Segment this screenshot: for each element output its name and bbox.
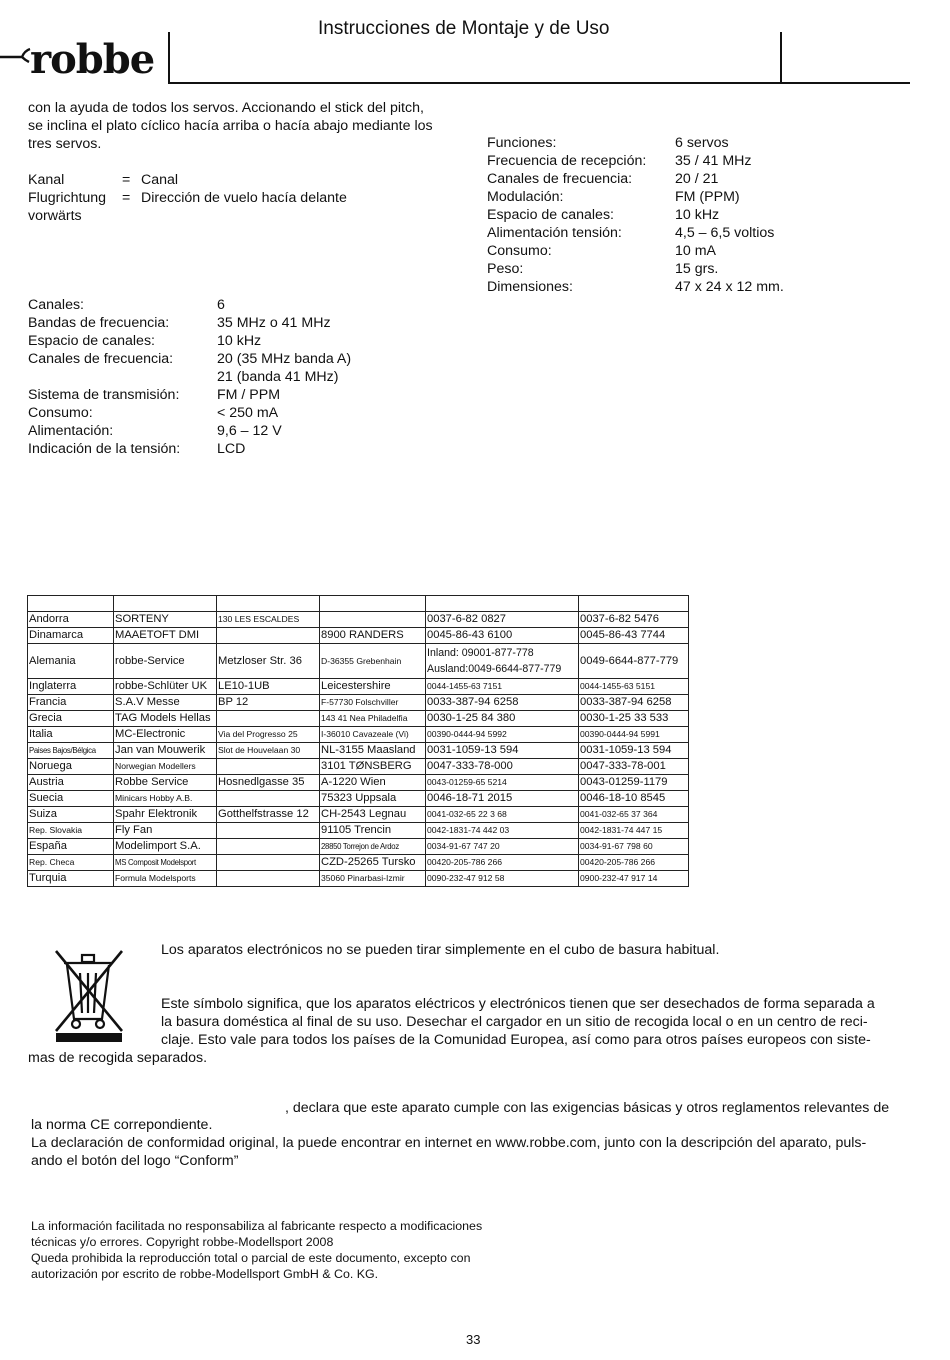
table-row: [28, 759, 689, 775]
phone-cell: 0033-387-94 6258: [426, 695, 579, 711]
header-divider-right: [780, 32, 782, 84]
spec-label: Alimentación:: [28, 423, 114, 439]
country-cell: Noruega: [28, 759, 114, 775]
street-cell: 130 LES ESCALDES: [217, 612, 320, 628]
table-row: [28, 644, 689, 679]
company-cell: Formula Modelsports: [114, 871, 217, 887]
company-cell: Fly Fan: [114, 823, 217, 839]
robbe-logo: [0, 35, 170, 85]
city-cell: 35060 Pinarbasi-Izmir: [320, 871, 426, 887]
table-row: [28, 823, 689, 839]
country-cell: Alemania: [28, 644, 114, 679]
street-cell: [217, 759, 320, 775]
spec-value: 20 / 21: [675, 171, 719, 187]
phone-cell: 0043-01259-65 5214: [426, 775, 579, 791]
country-cell: España: [28, 839, 114, 855]
phone-cell: 0046-18-71 2015: [426, 791, 579, 807]
spec-value: 47 x 24 x 12 mm.: [675, 279, 784, 295]
distributors-table: [27, 595, 689, 887]
country-cell: Dinamarca: [28, 628, 114, 644]
company-cell: Jan van Mouwerik: [114, 743, 217, 759]
fax-cell: 0034-91-67 798 60: [579, 839, 689, 855]
country-cell: Turquia: [28, 871, 114, 887]
phone-cell: 0030-1-25 84 380: [426, 711, 579, 727]
country-cell: Rep. Checa: [28, 855, 114, 871]
street-cell: [217, 871, 320, 887]
country-cell: Austria: [28, 775, 114, 791]
transmitter-specs: [28, 297, 428, 462]
disposal-line: la basura doméstica al final de su uso. Desechar el cargador en un sitio de recogida local o en un centro de reci-: [161, 1014, 868, 1030]
street-cell: [217, 839, 320, 855]
spec-value: 10 mA: [675, 243, 717, 259]
legal-line: autorización por escrito de robbe-Modellsport GmbH & Co. KG.: [31, 1267, 379, 1281]
spec-value: FM (PPM): [675, 189, 740, 205]
disposal-text-2: [161, 995, 921, 1049]
country-cell: Paises Bajos/Bélgica: [28, 743, 114, 759]
spec-label: Dimensiones:: [487, 279, 573, 295]
table-row: [28, 839, 689, 855]
phone-cell: 0034-91-67 747 20: [426, 839, 579, 855]
spec-value: 9,6 – 12 V: [217, 423, 282, 439]
fax-cell: 0046-18-10 8545: [579, 791, 689, 807]
company-cell: S.A.V Messe: [114, 695, 217, 711]
legal-line: técnicas y/o errores. Copyright robbe-Modellsport 2008: [31, 1235, 334, 1249]
spec-label: Peso:: [487, 261, 524, 277]
city-cell: 8900 RANDERS: [320, 628, 426, 644]
city-cell: 143 41 Nea Philadelfia: [320, 711, 426, 727]
disposal-line: Este símbolo significa, que los aparatos eléctricos y electrónicos tienen que ser desechados de forma separada a: [161, 996, 875, 1012]
header-divider-left: [168, 32, 170, 84]
intro-line: con la ayuda de todos los servos. Accionando el stick del pitch,: [28, 100, 424, 116]
phone-ausland: Ausland:0049-6644-877-779: [427, 663, 562, 675]
spec-label: Espacio de canales:: [28, 333, 155, 349]
fax-cell: 0043-01259-1179: [579, 775, 689, 791]
company-cell: TAG Models Hellas: [114, 711, 217, 727]
street-cell: [217, 711, 320, 727]
spec-label: Canales de frecuencia:: [28, 351, 174, 367]
phone-cell: 0044-1455-63 7151: [426, 679, 579, 695]
spec-value: 21 (banda 41 MHz): [217, 369, 339, 385]
intro-paragraph: [28, 99, 433, 153]
page-title: Instrucciones de Montaje y de Uso: [318, 18, 610, 39]
table-row: [28, 695, 689, 711]
phone-cell: 0090-232-47 912 58: [426, 871, 579, 887]
spec-label: Consumo:: [487, 243, 552, 259]
country-cell: Francia: [28, 695, 114, 711]
spec-value: 10 kHz: [675, 207, 720, 223]
logo-text: robbe: [30, 36, 155, 83]
street-cell: [217, 855, 320, 871]
table-row: [28, 775, 689, 791]
glossary: [28, 171, 468, 225]
company-cell: MS Composit Modelsport: [114, 855, 217, 871]
glossary-row: [28, 207, 468, 225]
phone-cell: 00390-0444-94 5992: [426, 727, 579, 743]
disposal-line: mas de recogida separados.: [28, 1050, 208, 1066]
country-cell: Suecia: [28, 791, 114, 807]
country-cell: Inglaterra: [28, 679, 114, 695]
city-cell: Leicestershire: [320, 679, 426, 695]
conformity-line: La declaración de conformidad original, la puede encontrar en internet en www.robbe.com, junto con la descripción del aparato, puls-: [31, 1135, 867, 1151]
phone-inland: Inland: 09001-877-778: [427, 647, 534, 659]
glossary-eq: =: [122, 190, 131, 206]
legal-notice: [31, 1218, 482, 1282]
city-cell: [320, 612, 426, 628]
table-row: [28, 727, 689, 743]
legal-line: La información facilitada no responsabiliza al fabricante respecto a modificaciones: [31, 1219, 483, 1233]
company-cell: robbe-Schlüter UK: [114, 679, 217, 695]
street-cell: Metzloser Str. 36: [217, 644, 320, 679]
street-cell: [217, 791, 320, 807]
disposal-text-1: Los aparatos electrónicos no se pueden tirar simplemente en el cubo de basura habitual.: [161, 942, 720, 958]
street-cell: Hosnedlgasse 35: [217, 775, 320, 791]
city-cell: 91105 Trencin: [320, 823, 426, 839]
table-row: [28, 711, 689, 727]
fax-cell: 0033-387-94 6258: [579, 695, 689, 711]
spec-label: Espacio de canales:: [487, 207, 614, 223]
table-row: [28, 871, 689, 887]
country-cell: Andorra: [28, 612, 114, 628]
country-cell: Suiza: [28, 807, 114, 823]
company-cell: Spahr Elektronik: [114, 807, 217, 823]
city-cell: I-36010 Cavazeale (Vi): [320, 727, 426, 743]
table-header-row: [28, 596, 689, 612]
glossary-row: [28, 171, 468, 189]
table-row: [28, 807, 689, 823]
fax-cell: 00420-205-786 266: [579, 855, 689, 871]
table-row: [28, 855, 689, 871]
company-cell: Modelimport S.A.: [114, 839, 217, 855]
spec-label: Consumo:: [28, 405, 93, 421]
header-rule: [168, 82, 910, 84]
weee-crossed-bin-icon: [50, 945, 130, 1045]
table-row: [28, 612, 689, 628]
phone-cell: 0031-1059-13 594: [426, 743, 579, 759]
spec-label: Modulación:: [487, 189, 564, 205]
street-cell: Slot de Houvelaan 30: [217, 743, 320, 759]
phone-cell: [426, 644, 579, 679]
phone-cell: 0037-6-82 0827: [426, 612, 579, 628]
spec-label: Indicación de la tensión:: [28, 441, 181, 457]
spec-value: 6: [217, 297, 225, 313]
fax-cell: 0042-1831-74 447 15: [579, 823, 689, 839]
spec-label: Canales:: [28, 297, 84, 313]
glossary-row: [28, 189, 468, 207]
page-number: 33: [466, 1332, 481, 1347]
fax-cell: 0030-1-25 33 533: [579, 711, 689, 727]
spec-value: 35 MHz o 41 MHz: [217, 315, 331, 331]
company-cell: Norwegian Modellers: [114, 759, 217, 775]
conformity-line: , declara que este aparato cumple con las exigencias básicas y otros reglamentos relevantes de: [285, 1100, 890, 1116]
disposal-line: claje. Esto vale para todos los países de la Comunidad Europea, así como para otros países europeos con siste-: [161, 1032, 871, 1048]
country-cell: Grecia: [28, 711, 114, 727]
street-cell: BP 12: [217, 695, 320, 711]
spec-label: Alimentación tensión:: [487, 225, 622, 241]
table-row: [28, 628, 689, 644]
spec-value: 6 servos: [675, 135, 729, 151]
country-cell: Rep. Slovakia: [28, 823, 114, 839]
phone-cell: 0042-1831-74 442 03: [426, 823, 579, 839]
company-cell: Minicars Hobby A.B.: [114, 791, 217, 807]
phone-cell: 00420-205-786 266: [426, 855, 579, 871]
street-cell: [217, 628, 320, 644]
table-row: [28, 679, 689, 695]
glossary-term: vorwärts: [28, 208, 82, 224]
phone-cell: 0045-86-43 6100: [426, 628, 579, 644]
spec-value: LCD: [217, 441, 246, 457]
street-cell: LE10-1UB: [217, 679, 320, 695]
city-cell: 75323 Uppsala: [320, 791, 426, 807]
legal-line: Queda prohibida la reproducción total o parcial de este documento, excepto con: [31, 1251, 471, 1265]
spec-value: FM / PPM: [217, 387, 281, 403]
spec-label: Frecuencia de recepción:: [487, 153, 647, 169]
glossary-term: Kanal: [28, 172, 65, 188]
street-cell: Gotthelfstrasse 12: [217, 807, 320, 823]
table-row: [28, 743, 689, 759]
city-cell: D-36355 Grebenhain: [320, 644, 426, 679]
spec-value: 20 (35 MHz banda A): [217, 351, 352, 367]
street-cell: [217, 823, 320, 839]
city-cell: NL-3155 Maasland: [320, 743, 426, 759]
phone-cell: 0041-032-65 22 3 68: [426, 807, 579, 823]
spec-value: 10 kHz: [217, 333, 262, 349]
table-row: [28, 791, 689, 807]
glossary-meaning: Canal: [141, 172, 179, 188]
glossary-meaning: Dirección de vuelo hacía delante: [141, 190, 347, 206]
phone-cell: 0047-333-78-000: [426, 759, 579, 775]
city-cell: CH-2543 Legnau: [320, 807, 426, 823]
fax-cell: 0900-232-47 917 14: [579, 871, 689, 887]
fax-cell: 0045-86-43 7744: [579, 628, 689, 644]
spec-label: Canales de frecuencia:: [487, 171, 633, 187]
city-cell: CZD-25265 Tursko: [320, 855, 426, 871]
spec-label: Funciones:: [487, 135, 557, 151]
glossary-eq: =: [122, 172, 131, 188]
company-cell: robbe-Service: [114, 644, 217, 679]
spec-value: 4,5 – 6,5 voltios: [675, 225, 775, 241]
intro-line: se inclina el plato cíclico hacía arriba o hacía abajo mediante los: [28, 118, 433, 134]
city-cell: A-1220 Wien: [320, 775, 426, 791]
company-cell: SORTENY: [114, 612, 217, 628]
city-cell: 3101 TØNSBERG: [320, 759, 426, 775]
company-cell: Robbe Service: [114, 775, 217, 791]
fax-cell: 0041-032-65 37 364: [579, 807, 689, 823]
spec-label: Bandas de frecuencia:: [28, 315, 170, 331]
logo-swoosh-icon: [0, 43, 32, 63]
city-cell: F-57730 Folschviller: [320, 695, 426, 711]
conformity-line: la norma CE correpondiente.: [31, 1117, 213, 1133]
fax-cell: 0049-6644-877-779: [579, 644, 689, 679]
city-cell: 28850 Torrejon de Ardoz: [320, 839, 426, 855]
spec-value: 35 / 41 MHz: [675, 153, 752, 169]
company-cell: MAAETOFT DMI: [114, 628, 217, 644]
intro-line: tres servos.: [28, 136, 102, 152]
conformity-line: ando el botón del logo “Conform”: [31, 1153, 239, 1169]
fax-cell: 0047-333-78-001: [579, 759, 689, 775]
company-cell: MC-Electronic: [114, 727, 217, 743]
fax-cell: 0037-6-82 5476: [579, 612, 689, 628]
spec-value: 15 grs.: [675, 261, 719, 277]
street-cell: Via del Progresso 25: [217, 727, 320, 743]
glossary-term: Flugrichtung: [28, 190, 107, 206]
fax-cell: 0031-1059-13 594: [579, 743, 689, 759]
fax-cell: 00390-0444-94 5991: [579, 727, 689, 743]
spec-value: < 250 mA: [217, 405, 279, 421]
receiver-specs: [487, 135, 847, 300]
fax-cell: 0044-1455-63 5151: [579, 679, 689, 695]
spec-label: Sistema de transmisión:: [28, 387, 180, 403]
country-cell: Italia: [28, 727, 114, 743]
